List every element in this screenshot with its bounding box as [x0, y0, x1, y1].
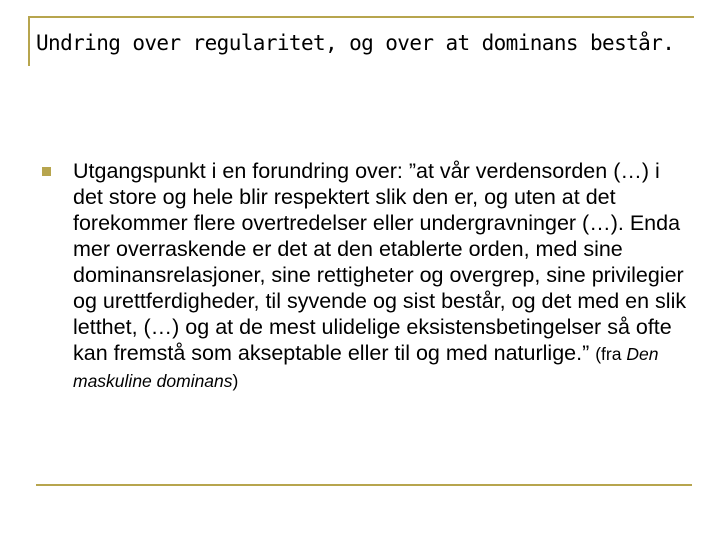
- bullet-text: [73, 158, 688, 394]
- citation-prefix: (fra: [595, 344, 627, 364]
- title-frame-top-line: [28, 16, 694, 18]
- quote-text: Utgangspunkt i en forundring over: ”at vår verdensorden (…) i det store og hele blir respektert slik den er, og uten at det forekommer flere overtredelser eller undergravninger (…). Enda mer overraskende er det at den etablerte orden, med sine dominansrelasjoner, sine rettigheter og overgrep, sine privilegier og urettferdigheder, til syvende og sist består, og det med en slik letthet, (…) og at de mest ulidelige eksistensbetingelser så ofte kan fremstå som akseptable eller til og med naturlige.”: [73, 159, 687, 365]
- citation-title: Den maskuline dominans: [73, 344, 659, 391]
- slide-title: Undring over regularitet, og over at dominans består.: [36, 31, 675, 55]
- bottom-divider: [36, 484, 692, 486]
- title-frame-left-line: [28, 16, 30, 66]
- citation-suffix: ): [232, 371, 239, 391]
- square-bullet-icon: [42, 167, 51, 176]
